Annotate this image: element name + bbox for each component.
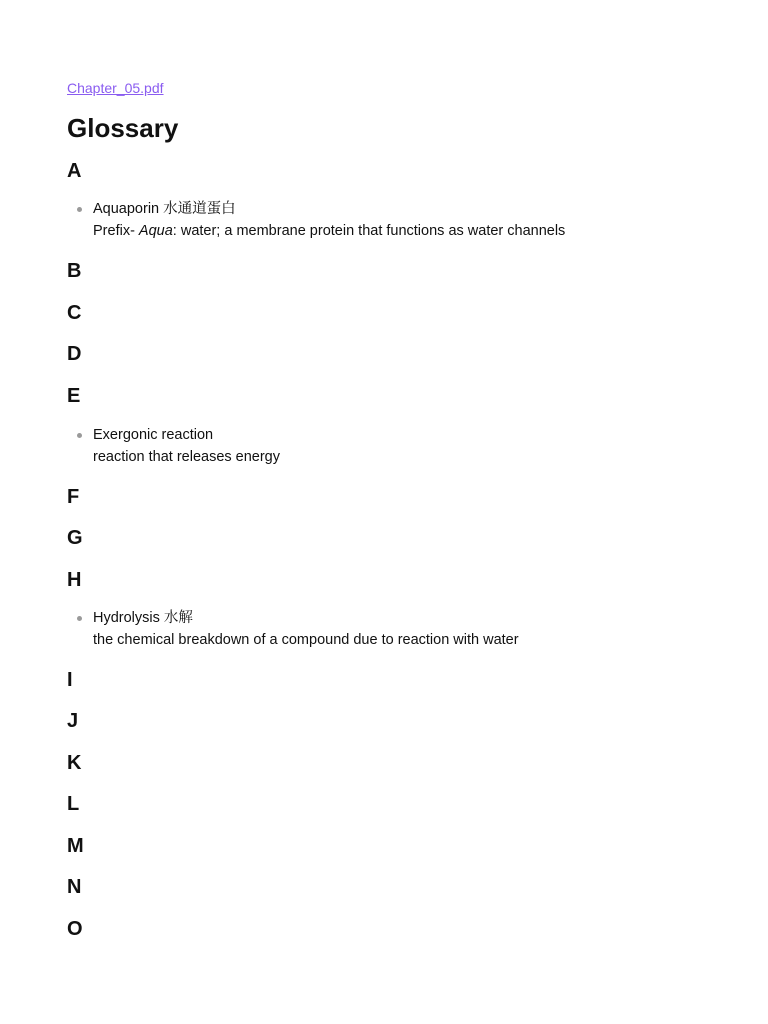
section-heading-c: C xyxy=(67,301,82,324)
section-heading-e: E xyxy=(67,384,81,407)
entry-list-e xyxy=(67,424,747,468)
section-heading-k: K xyxy=(67,751,82,774)
chapter-pdf-link[interactable]: Chapter_05.pdf xyxy=(67,80,164,96)
section-heading-a: A xyxy=(67,160,82,182)
bullet-icon xyxy=(77,433,82,438)
glossary-entry-aquaporin xyxy=(67,198,747,242)
section-heading-b: B xyxy=(67,260,82,282)
glossary-entry-hydrolysis xyxy=(67,607,747,651)
page-title: Glossary xyxy=(67,113,179,143)
section-k xyxy=(67,750,747,776)
section-j xyxy=(67,708,747,734)
section-h xyxy=(67,567,747,651)
bullet-icon xyxy=(77,207,82,212)
definition-emphasis: Aqua xyxy=(138,223,173,239)
section-heading-i: I xyxy=(67,668,73,691)
entry-definition: the chemical breakdown of a compound due to reaction with water xyxy=(93,631,519,648)
bullet-icon xyxy=(77,616,82,621)
glossary-page xyxy=(67,78,747,942)
entry-list-a xyxy=(67,198,747,242)
glossary-entry-exergonic-reaction xyxy=(67,424,747,468)
entry-term: Hydrolysis 水解 xyxy=(93,609,193,626)
section-heading-d: D xyxy=(67,343,82,365)
section-d xyxy=(67,341,747,367)
section-f xyxy=(67,484,747,510)
definition-rest: : water; a membrane protein that functions as water channels xyxy=(172,223,566,239)
section-b xyxy=(67,258,747,284)
section-heading-f: F xyxy=(67,485,80,508)
section-l xyxy=(67,791,747,817)
entry-definition xyxy=(93,220,747,242)
section-c xyxy=(67,300,747,326)
entry-definition: reaction that releases energy xyxy=(93,448,280,465)
section-a xyxy=(67,158,747,242)
definition-prefix: Prefix- xyxy=(93,223,139,239)
section-o xyxy=(67,916,747,942)
section-heading-n: N xyxy=(67,876,82,898)
section-i xyxy=(67,667,747,693)
entry-term: Aquaporin 水通道蛋白 xyxy=(93,201,236,217)
section-m xyxy=(67,833,747,859)
section-heading-o: O xyxy=(67,917,83,940)
entry-term: Exergonic reaction xyxy=(93,426,214,443)
section-g xyxy=(67,525,747,551)
section-e xyxy=(67,383,747,468)
section-heading-l: L xyxy=(67,793,80,815)
section-heading-g: G xyxy=(67,527,83,549)
section-heading-j: J xyxy=(67,710,79,732)
section-heading-m: M xyxy=(67,834,84,857)
section-heading-h: H xyxy=(67,568,82,591)
section-n xyxy=(67,874,747,900)
entry-list-h xyxy=(67,607,747,651)
